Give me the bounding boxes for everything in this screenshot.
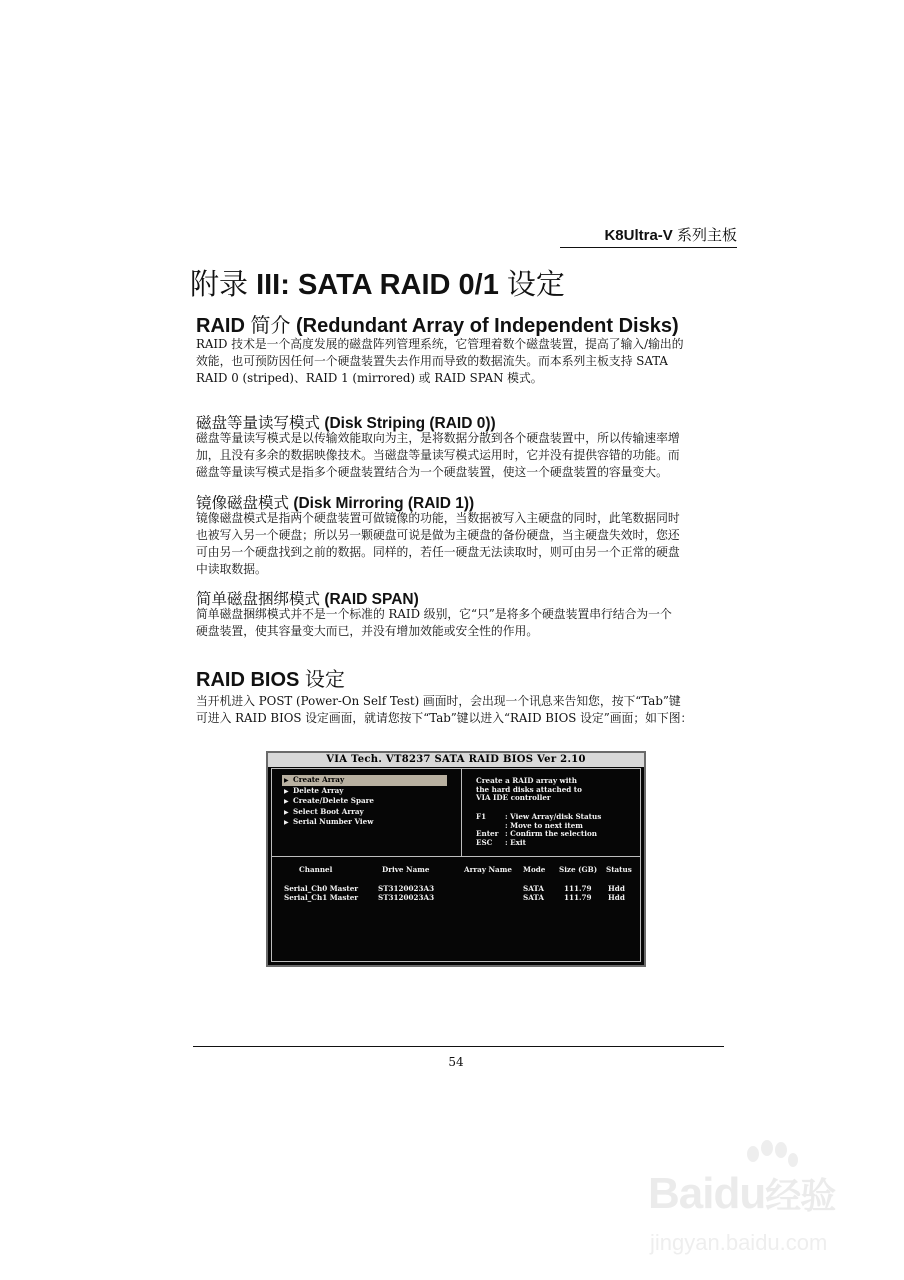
page-title	[190, 262, 565, 303]
bios-frame	[271, 768, 641, 962]
cell-status: Hdd	[608, 893, 625, 902]
play-arrow-icon: ▶	[284, 819, 289, 826]
bios-help-line: Create a RAID array with	[476, 776, 577, 785]
mirroring-paragraph	[196, 510, 737, 578]
cell-mode: SATA	[523, 893, 544, 902]
cell-mode: SATA	[523, 884, 544, 893]
bios-key-desc: : Move to next item	[505, 820, 583, 830]
striping-line: 磁盘等量读写模式是指多个硬盘装置结合为一个硬盘装置，使这一个硬盘装置的容量变大。	[196, 465, 668, 479]
intro-heading-raid: RAID	[196, 315, 245, 337]
play-arrow-icon: ▶	[284, 808, 289, 816]
watermark-brand-cn: 经验	[765, 1175, 836, 1216]
bios-title-bar: VIA Tech. VT8237 SATA RAID BIOS Ver 2.10	[268, 753, 644, 767]
bios-drive-table	[272, 864, 640, 902]
bios-menu	[282, 775, 447, 828]
bios-menu-label: Select Boot Array	[293, 806, 364, 816]
bios-key-row	[476, 839, 601, 848]
watermark-brand-du: du	[713, 1169, 766, 1218]
mirroring-line: 也被写入另一个硬盘；所以另一颗硬盘可说是做为主硬盘的备份硬盘，当主硬盘失效时，您还	[196, 528, 680, 542]
bios-table-header	[272, 864, 640, 884]
span-line: 硬盘装置，使其容量变大而已，并没有增加效能或安全性的作用。	[196, 624, 539, 638]
column-header-drive-name: Drive Name	[382, 865, 430, 874]
watermark-brand	[648, 1168, 835, 1219]
intro-heading-en: (Redundant Array of Independent Disks)	[296, 315, 679, 337]
bios-menu-item-create-delete-spare[interactable]	[282, 796, 447, 807]
running-header	[560, 224, 737, 248]
bios-help-text	[476, 777, 582, 803]
bios-menu-item-create-array[interactable]	[282, 775, 447, 786]
play-arrow-icon: ▶	[284, 787, 289, 795]
mirroring-line: 镜像磁盘模式是指两个硬盘装置可做镜像的功能，当数据被写入主硬盘的同时，此笔数据同时	[196, 511, 680, 525]
intro-heading	[196, 309, 679, 338]
span-line: 简单磁盘捆绑模式并不是一个标准的 RAID 级别，它“只”是将多个硬盘装置串行结合为一个	[196, 607, 672, 621]
column-header-channel: Channel	[299, 865, 333, 874]
column-header-size: Size (GB)	[559, 865, 598, 874]
column-header-array-name: Array Name	[464, 865, 512, 874]
bios-menu-item-select-boot-array[interactable]	[282, 807, 447, 818]
header-series: 系列主板	[676, 227, 737, 244]
play-arrow-icon: ▶	[284, 777, 289, 784]
cell-channel: Serial_Ch0 Master	[284, 884, 359, 893]
table-row[interactable]	[272, 893, 640, 902]
bios-menu-label: Serial Number View	[293, 817, 374, 826]
span-heading-cn: 简单磁盘捆绑模式	[196, 591, 325, 608]
bios-key-desc: : Confirm the selection	[505, 829, 598, 839]
bios-menu-item-serial-number-view[interactable]	[282, 817, 447, 828]
striping-paragraph	[196, 430, 737, 481]
raid-bios-heading-en: RAID BIOS	[196, 669, 300, 691]
bios-menu-label: Delete Array	[293, 785, 344, 795]
mirroring-line: 中读取数据。	[196, 562, 267, 576]
bios-key: ESC	[476, 837, 493, 847]
column-header-mode: Mode	[523, 865, 546, 874]
striping-heading-en: (Disk Striping (RAID 0))	[324, 415, 496, 432]
raid-bios-heading	[196, 663, 345, 692]
striping-heading-cn: 磁盘等量读写模式	[196, 415, 325, 432]
column-header-status: Status	[606, 865, 632, 874]
title-suffix: 设定	[498, 269, 565, 301]
intro-line: 效能，也可预防因任何一个硬盘装置失去作用而导致的数据流失。而本系列主板支持 SATA	[196, 354, 668, 368]
cell-channel: Serial_Ch1 Master	[284, 893, 359, 902]
striping-line: 加，且没有多余的数据映像技术。当磁盘等量读写模式运用时，它并没有提供容错的功能。而	[196, 448, 680, 462]
baidu-jingyan-watermark	[640, 1140, 880, 1270]
footer-rule	[193, 1046, 724, 1047]
cell-size: 111.79	[564, 893, 592, 902]
intro-heading-cn: 简介	[244, 315, 297, 337]
span-heading-en: (RAID SPAN)	[324, 591, 419, 608]
bios-key-desc: : View Array/disk Status	[505, 812, 602, 821]
bios-vertical-divider	[461, 769, 462, 856]
bios-key: F1	[476, 812, 487, 821]
watermark-brand-bai: Bai	[648, 1169, 714, 1218]
cell-size: 111.79	[564, 884, 592, 893]
bios-help-line: the hard disks attached to	[476, 784, 582, 794]
raid-bios-paragraph	[196, 693, 737, 727]
mirroring-line: 可由另一个硬盘找到之前的数据。同样的，若任一硬盘无法读取时，则可由另一个正常的硬盘	[196, 545, 680, 559]
intro-line: RAID 0 (striped)、RAID 1 (mirrored) 或 RAID SPAN 模式。	[196, 371, 543, 385]
play-arrow-icon: ▶	[284, 798, 289, 805]
intro-paragraph	[196, 336, 737, 387]
mirroring-heading-en: (Disk Mirroring (RAID 1))	[293, 495, 475, 512]
header-model: K8Ultra-V	[604, 227, 673, 244]
cell-drive-name: ST3120023A3	[378, 893, 435, 902]
table-row[interactable]	[272, 884, 640, 893]
bios-screenshot	[266, 751, 646, 967]
cell-status: Hdd	[608, 884, 625, 893]
bios-key: Enter	[476, 829, 499, 839]
bios-key-desc: : Exit	[505, 837, 526, 847]
mirroring-heading-cn: 镜像磁盘模式	[196, 495, 294, 512]
raid-bios-heading-cn: 设定	[299, 669, 345, 691]
bios-key-legend	[476, 813, 601, 847]
title-main: III: SATA RAID 0/1	[256, 269, 499, 301]
span-paragraph	[196, 606, 737, 640]
raid-bios-line: 当开机进入 POST (Power-On Self Test) 画面时，会出现一个讯息来告知您，按下“Tab”键	[196, 694, 681, 708]
bios-menu-label: Create/Delete Spare	[293, 796, 374, 805]
title-prefix: 附录	[190, 269, 257, 301]
bios-help-line: VIA IDE controller	[476, 793, 551, 803]
striping-line: 磁盘等量读写模式是以传输效能取向为主，是将数据分散到各个硬盘装置中，所以传输速率增	[196, 431, 680, 445]
bios-horizontal-divider	[272, 856, 640, 857]
bios-key-row	[476, 830, 601, 839]
bios-menu-label: Create Array	[293, 775, 345, 784]
watermark-url: jingyan.baidu.com	[650, 1230, 828, 1255]
raid-bios-line: 可进入 RAID BIOS 设定画面，就请您按下“Tab”键以进入“RAID BIOS 设定”画面；如下图：	[196, 711, 693, 725]
intro-line: RAID 技术是一个高度发展的磁盘阵列管理系统，它管理着数个磁盘装置，提高了输入/输出的	[196, 337, 684, 351]
page-number: 54	[448, 1055, 464, 1069]
bios-menu-item-delete-array[interactable]	[282, 786, 447, 797]
cell-drive-name: ST3120023A3	[378, 884, 435, 893]
